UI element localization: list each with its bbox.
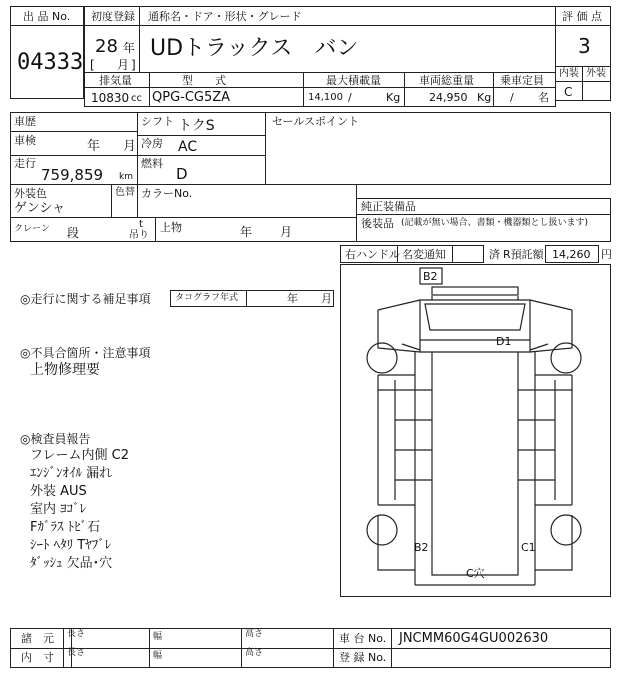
type-label-cell xyxy=(149,72,304,88)
aftermarket-note: (記載が無い場合、書類・機器類とし扱います) xyxy=(401,218,589,228)
tachograph-month: 月 xyxy=(321,292,332,305)
inspector-line: フレーム内側 C2 xyxy=(30,448,129,463)
reg-month-unit: 月 xyxy=(117,58,130,72)
registration-label: 登 録 No. xyxy=(339,651,387,664)
displacement-value: 10830 xyxy=(91,91,130,105)
tachograph-year: 年 xyxy=(287,292,298,305)
inspector-line: ｼｰﾄ ﾍﾀﾘ Tﾔﾌﾞﾚ xyxy=(30,538,112,553)
history-cell xyxy=(10,112,138,132)
chassis-label: 車 台 No. xyxy=(339,632,387,645)
width-label: 幅 xyxy=(153,651,163,661)
inspector-line: 室内 ﾖｺﾞﾚ xyxy=(30,502,87,517)
gvw-unit: Kg xyxy=(477,91,492,104)
equipment-label: 純正装備品 xyxy=(361,200,416,213)
load-label: 最大積載量 xyxy=(326,74,381,87)
inspector-line: Fｶﾞﾗｽ ﾄﾋﾞ石 xyxy=(30,520,101,535)
type-label: 型 式 xyxy=(182,74,226,87)
crane-tons: t xyxy=(139,219,143,230)
load-label-cell xyxy=(303,72,405,88)
color-code-cell xyxy=(137,184,357,218)
upper-month: 月 xyxy=(280,225,293,239)
grade-label-cell xyxy=(555,6,611,26)
inspector-line: 外装 AUS xyxy=(30,484,87,499)
mark-b2-top: B2 xyxy=(423,270,438,283)
color-code-label: カラーNo. xyxy=(141,187,193,200)
capacity-unit: 名 xyxy=(538,91,549,104)
shift-value: トクS xyxy=(178,118,215,134)
equipment-cell xyxy=(356,198,611,215)
capacity-label: 乗車定員 xyxy=(500,74,544,87)
height-label: 高さ xyxy=(245,629,264,639)
length-label: 長さ xyxy=(67,629,86,639)
model-name-cell xyxy=(139,25,556,73)
interior-grade-cell xyxy=(555,81,583,101)
grade-value-cell xyxy=(555,25,611,67)
crane-stage: 段 xyxy=(67,226,80,240)
color-cell xyxy=(10,184,112,218)
crane-cell xyxy=(10,217,156,242)
footer-table xyxy=(10,628,611,668)
model-label: 通称名・ドア・形状・グレード xyxy=(148,10,302,23)
interior-grade-label: 内装 xyxy=(559,68,579,79)
color-label: 外装色 xyxy=(14,187,47,200)
load-cell: 14,100 / Kg xyxy=(303,87,405,107)
fuel-value: D xyxy=(176,165,188,183)
ac-value: AC xyxy=(178,139,198,155)
yen-unit: 円 xyxy=(601,248,612,261)
exterior-grade-label: 外装 xyxy=(586,68,606,79)
reg-date-cell: 28 年 [ 月 ] xyxy=(84,25,140,73)
cc-unit: cc xyxy=(131,93,142,104)
inspection-month-unit: 月 xyxy=(123,139,137,154)
color-change-cell xyxy=(111,184,138,218)
interior-dims-label: 内 寸 xyxy=(21,651,54,664)
load-value: 14,100 xyxy=(308,92,343,103)
sales-points-label: セールスポイント xyxy=(272,115,360,128)
tachograph-cell xyxy=(170,290,334,307)
mark-c1: C1 xyxy=(521,541,536,554)
displacement-label: 排気量 xyxy=(99,74,132,87)
mileage-value: 759,859 xyxy=(41,166,104,184)
shift-cell xyxy=(137,112,266,136)
inspector-line: ｴﾝｼﾞﾝｵｲﾙ 漏れ xyxy=(30,466,113,481)
inspection-label: 車検 xyxy=(14,134,36,147)
color-change-label: 色替 xyxy=(115,187,135,198)
mileage-cell xyxy=(10,155,138,185)
exterior-grade-cell xyxy=(582,81,611,101)
model-label-cell xyxy=(139,6,556,26)
interior-grade: C xyxy=(564,85,573,99)
ac-label: 冷房 xyxy=(141,137,163,150)
displacement-cell xyxy=(84,87,150,107)
mileage-label: 走行 xyxy=(14,157,36,170)
upper-label: 上物 xyxy=(160,221,182,234)
aftermarket-label: 後装品 xyxy=(361,217,394,230)
length-label: 長さ xyxy=(67,648,86,658)
inspection-cell xyxy=(10,131,138,156)
aftermarket-cell xyxy=(356,214,611,242)
inspector-title: ◎検査員報告 xyxy=(20,432,91,446)
mileage-unit: km xyxy=(119,172,133,182)
sales-points-cell xyxy=(265,112,611,185)
chassis-number: JNCMM60G4GU002630 xyxy=(399,631,549,646)
lot-label-cell xyxy=(10,6,84,26)
fuel-cell xyxy=(137,155,266,185)
rhd-label: 右ハンドル xyxy=(345,248,400,261)
mark-d1: D1 xyxy=(496,335,512,348)
recycle-value: 14,260 xyxy=(552,248,591,261)
crane-label: クレーン xyxy=(14,224,50,234)
driving-notes-title: ◎走行に関する補足事項 xyxy=(20,292,151,306)
upper-cell xyxy=(155,217,357,242)
capacity-label-cell xyxy=(493,72,556,88)
gvw-label-cell xyxy=(404,72,494,88)
grade-label: 評 価 点 xyxy=(562,10,602,23)
lot-number-cell xyxy=(10,25,84,99)
tachograph-label: タコグラフ年式 xyxy=(175,293,239,303)
shift-label: シフト xyxy=(141,115,174,128)
inspection-year-unit: 年 xyxy=(87,139,101,154)
reg-year-unit: 年 xyxy=(123,41,136,55)
gvw-label: 車両総重量 xyxy=(419,74,474,87)
lot-number: 04333 xyxy=(17,50,84,75)
recycle-label: R預託額 xyxy=(503,248,544,261)
mark-b2-bottom: B2 xyxy=(414,541,429,554)
reg-year: 28 xyxy=(95,36,118,57)
type-cell xyxy=(149,87,304,107)
capacity-cell: / 名 xyxy=(493,87,556,107)
upper-year: 年 xyxy=(240,225,253,239)
dims-label: 諸 元 xyxy=(21,632,54,645)
lot-label: 出 品 No. xyxy=(23,10,71,23)
gvw-cell xyxy=(404,87,494,107)
inspector-line: ﾀﾞｯｼｭ 欠品･穴 xyxy=(30,556,113,571)
model-name: UDトラックス バン xyxy=(150,36,359,61)
width-label: 幅 xyxy=(153,632,163,642)
reg-label: 初度登録 xyxy=(91,10,135,23)
rhd-cell xyxy=(340,245,398,263)
history-label: 車歴 xyxy=(14,115,36,128)
tax-flag: 済 xyxy=(489,248,500,261)
defects-title: ◎不具合箇所・注意事項 xyxy=(20,346,151,360)
height-label: 高さ xyxy=(245,648,264,658)
displacement-label-cell xyxy=(84,72,150,88)
gvw-value: 24,950 xyxy=(429,91,468,104)
name-change-box xyxy=(452,245,484,263)
fuel-label: 燃料 xyxy=(141,157,163,170)
name-change-label: 名変通知 xyxy=(402,248,446,261)
reg-label-cell xyxy=(84,6,140,26)
defect-line: 上物修理要 xyxy=(30,362,100,378)
crane-hang: 吊り xyxy=(129,230,149,241)
type-value: QPG-CG5ZA xyxy=(152,90,231,105)
recycle-value-cell xyxy=(545,245,599,263)
name-change-cell xyxy=(397,245,453,263)
color-value: ゲンシャ xyxy=(14,201,66,216)
exterior-grade-label-cell xyxy=(582,66,611,82)
ac-cell xyxy=(137,135,266,156)
damage-diagram-frame xyxy=(340,264,611,597)
interior-grade-label-cell xyxy=(555,66,583,82)
mark-c-hole: C穴 xyxy=(466,567,485,580)
grade-value: 3 xyxy=(578,34,591,58)
load-unit: Kg xyxy=(386,91,401,104)
